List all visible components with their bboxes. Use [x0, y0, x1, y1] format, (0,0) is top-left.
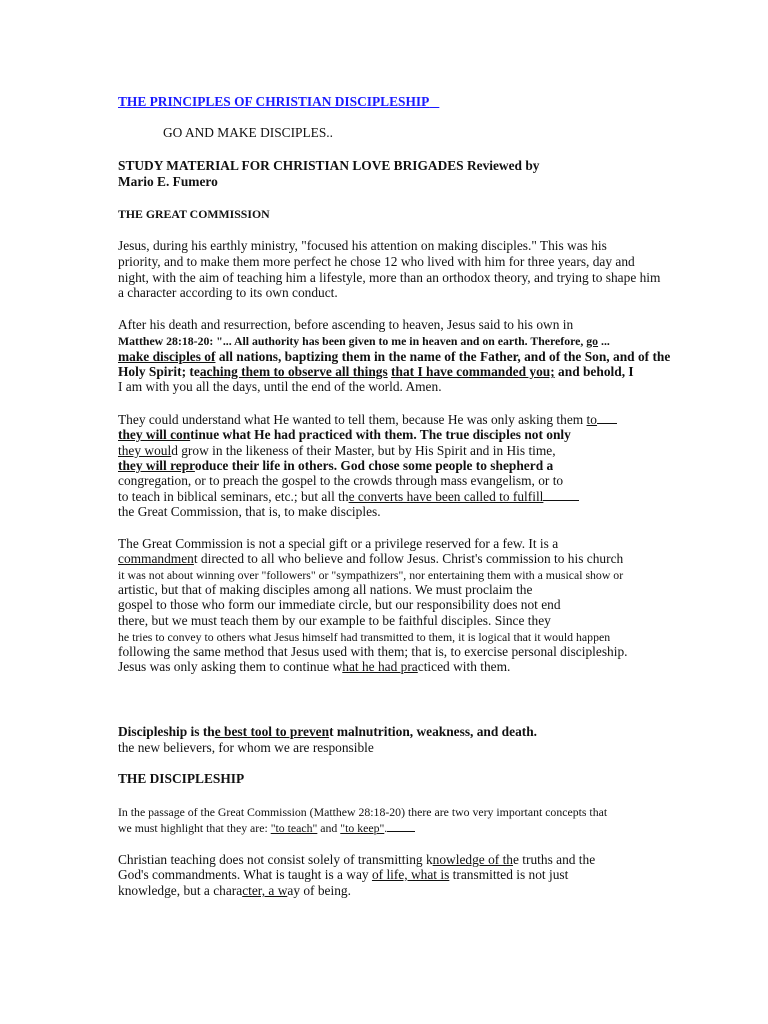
paragraph-line: he tries to convey to others what Jesus himself had transmitted to them, it is logical that it would happen: [118, 630, 611, 644]
text-run: Jesus was only asking them to continue w: [118, 659, 343, 674]
text-run: all nations, baptizing them in the name of the Father, and of the Son, and of the: [215, 349, 671, 364]
underlined-run: they will con: [118, 427, 191, 442]
paragraph-line: In the passage of the Great Commission (Matthew 28:18-20) there are two very important concepts that: [118, 805, 608, 819]
underlined-run: cter, a w: [242, 883, 288, 898]
text-run: Matthew 28:18-20: "... All authority has been given to me in heaven and on earth. Therefore,: [118, 334, 587, 348]
underlined-run: that I have commanded you;: [391, 364, 555, 379]
underlined-run: "to teach": [270, 821, 318, 835]
paragraph-line: it was not about winning over "followers" or "sympathizers", nor entertaining them with a musical show or: [118, 568, 624, 582]
blank-line: [543, 488, 579, 501]
title-link-trailing-gap: [429, 94, 439, 109]
scripture-line: [118, 349, 670, 365]
blank-line: [387, 820, 415, 832]
paragraph-line: [118, 867, 568, 883]
paragraph-line: [118, 820, 415, 836]
text-run: knowledge, but a chara: [118, 883, 243, 898]
title-link-text[interactable]: THE PRINCIPLES OF CHRISTIAN DISCIPLESHIP: [118, 94, 430, 109]
paragraph-line: [118, 852, 595, 868]
paragraph-line: After his death and resurrection, before ascending to heaven, Jesus said to his own in: [118, 317, 574, 332]
text-run: cticed with them.: [417, 659, 511, 674]
text-run: t directed to all who believe and follow Jesus. Christ's commission to his church: [193, 551, 624, 566]
paragraph-line: the new believers, for whom we are responsible: [118, 740, 374, 755]
paragraph-line: a character according to its own conduct.: [118, 285, 338, 300]
underlined-run: nowledge of th: [432, 852, 513, 867]
text-run: e truths and the: [512, 852, 596, 867]
paragraph-line: there, but we must teach them by our example to be faithful disciples. Since they: [118, 613, 551, 628]
text-run: .: [384, 821, 388, 835]
text-run: transmitted is not just: [449, 867, 569, 882]
text-run: ay of being.: [287, 883, 351, 898]
heading-great-commission: THE GREAT COMMISSION: [118, 207, 270, 221]
underlined-run: to: [586, 412, 597, 427]
text-run: d grow in the likeness of their Master, but by His Spirit and in His time,: [171, 443, 556, 458]
underlined-run: of life, what is: [371, 867, 450, 882]
underlined-run: e converts have been called to fulfill: [348, 489, 544, 504]
underlined-run: commandmen: [118, 551, 194, 566]
text-run: oduce their life in others. God chose some people to shepherd a: [194, 458, 554, 473]
paragraph-line: congregation, or to preach the gospel to the crowds through mass evangelism, or to: [118, 473, 564, 488]
text-run: to teach in biblical seminars, etc.; but all th: [118, 489, 349, 504]
paragraph-line: The Great Commission is not a special gift or a privilege reserved for a few. It is a: [118, 536, 559, 551]
scripture-line: [118, 333, 610, 349]
paragraph-line: [118, 458, 553, 474]
text-run: Christian teaching does not consist solely of transmitting k: [118, 852, 433, 867]
paragraph-line: gospel to those who form our immediate circle, but our responsibility does not end: [118, 597, 561, 612]
paragraph-line: the Great Commission, that is, to make disciples.: [118, 504, 381, 519]
text-run: and: [317, 821, 341, 835]
paragraph-line: night, with the aim of teaching him a lifestyle, more than an orthodox theory, and trying to shape him: [118, 270, 661, 285]
text-run: tinue what He had practiced with them. The true disciples not only: [190, 427, 571, 442]
paragraph-line: [118, 443, 556, 459]
paragraph-line: [118, 411, 617, 428]
text-run: we must highlight that they are:: [118, 821, 271, 835]
text-run: God's commandments. What is taught is a way: [118, 867, 372, 882]
study-material-line1: STUDY MATERIAL FOR CHRISTIAN LOVE BRIGADES Reviewed by: [118, 158, 540, 173]
underlined-run: they woul: [118, 443, 172, 458]
text-run: and behold, I: [554, 364, 634, 379]
underlined-run: hat he had pra: [342, 659, 418, 674]
paragraph-line: Jesus, during his earthly ministry, "focused his attention on making disciples." This was his: [118, 238, 607, 253]
underlined-run: aching them to observe all things: [199, 364, 388, 379]
underlined-run: they will repr: [118, 458, 195, 473]
paragraph-line: priority, and to make them more perfect he chose 12 who lived with him for three years, day and: [118, 254, 635, 269]
underlined-run: make disciples of: [118, 349, 216, 364]
study-material-line2: Mario E. Fumero: [118, 174, 218, 189]
text-run: Holy Spirit; te: [118, 364, 200, 379]
paragraph-line: following the same method that Jesus used with them; that is, to exercise personal discipleship.: [118, 644, 628, 659]
text-run: Discipleship is th: [118, 724, 215, 739]
underlined-run: go: [586, 334, 599, 348]
underlined-run: e best tool to preven: [214, 724, 330, 739]
paragraph-line: [118, 551, 623, 567]
paragraph-line: [118, 883, 351, 899]
heading-discipleship: THE DISCIPLESHIP: [118, 771, 245, 786]
text-run: ...: [598, 334, 610, 348]
subtitle: GO AND MAKE DISCIPLES..: [163, 125, 333, 140]
paragraph-line: [118, 488, 579, 505]
text-run: They could understand what He wanted to tell them, because He was only asking them: [118, 412, 587, 427]
paragraph-line: [118, 427, 571, 443]
text-run: t malnutrition, weakness, and death.: [329, 724, 538, 739]
blank-line: [597, 411, 617, 424]
title-link[interactable]: [118, 94, 439, 110]
paragraph-line: I am with you all the days, until the end of the world. Amen.: [118, 379, 442, 394]
paragraph-line: [118, 724, 537, 740]
scripture-line: [118, 364, 634, 380]
underlined-run: "to keep": [340, 821, 385, 835]
paragraph-line: [118, 659, 510, 675]
paragraph-line: artistic, but that of making disciples among all nations. We must proclaim the: [118, 582, 533, 597]
